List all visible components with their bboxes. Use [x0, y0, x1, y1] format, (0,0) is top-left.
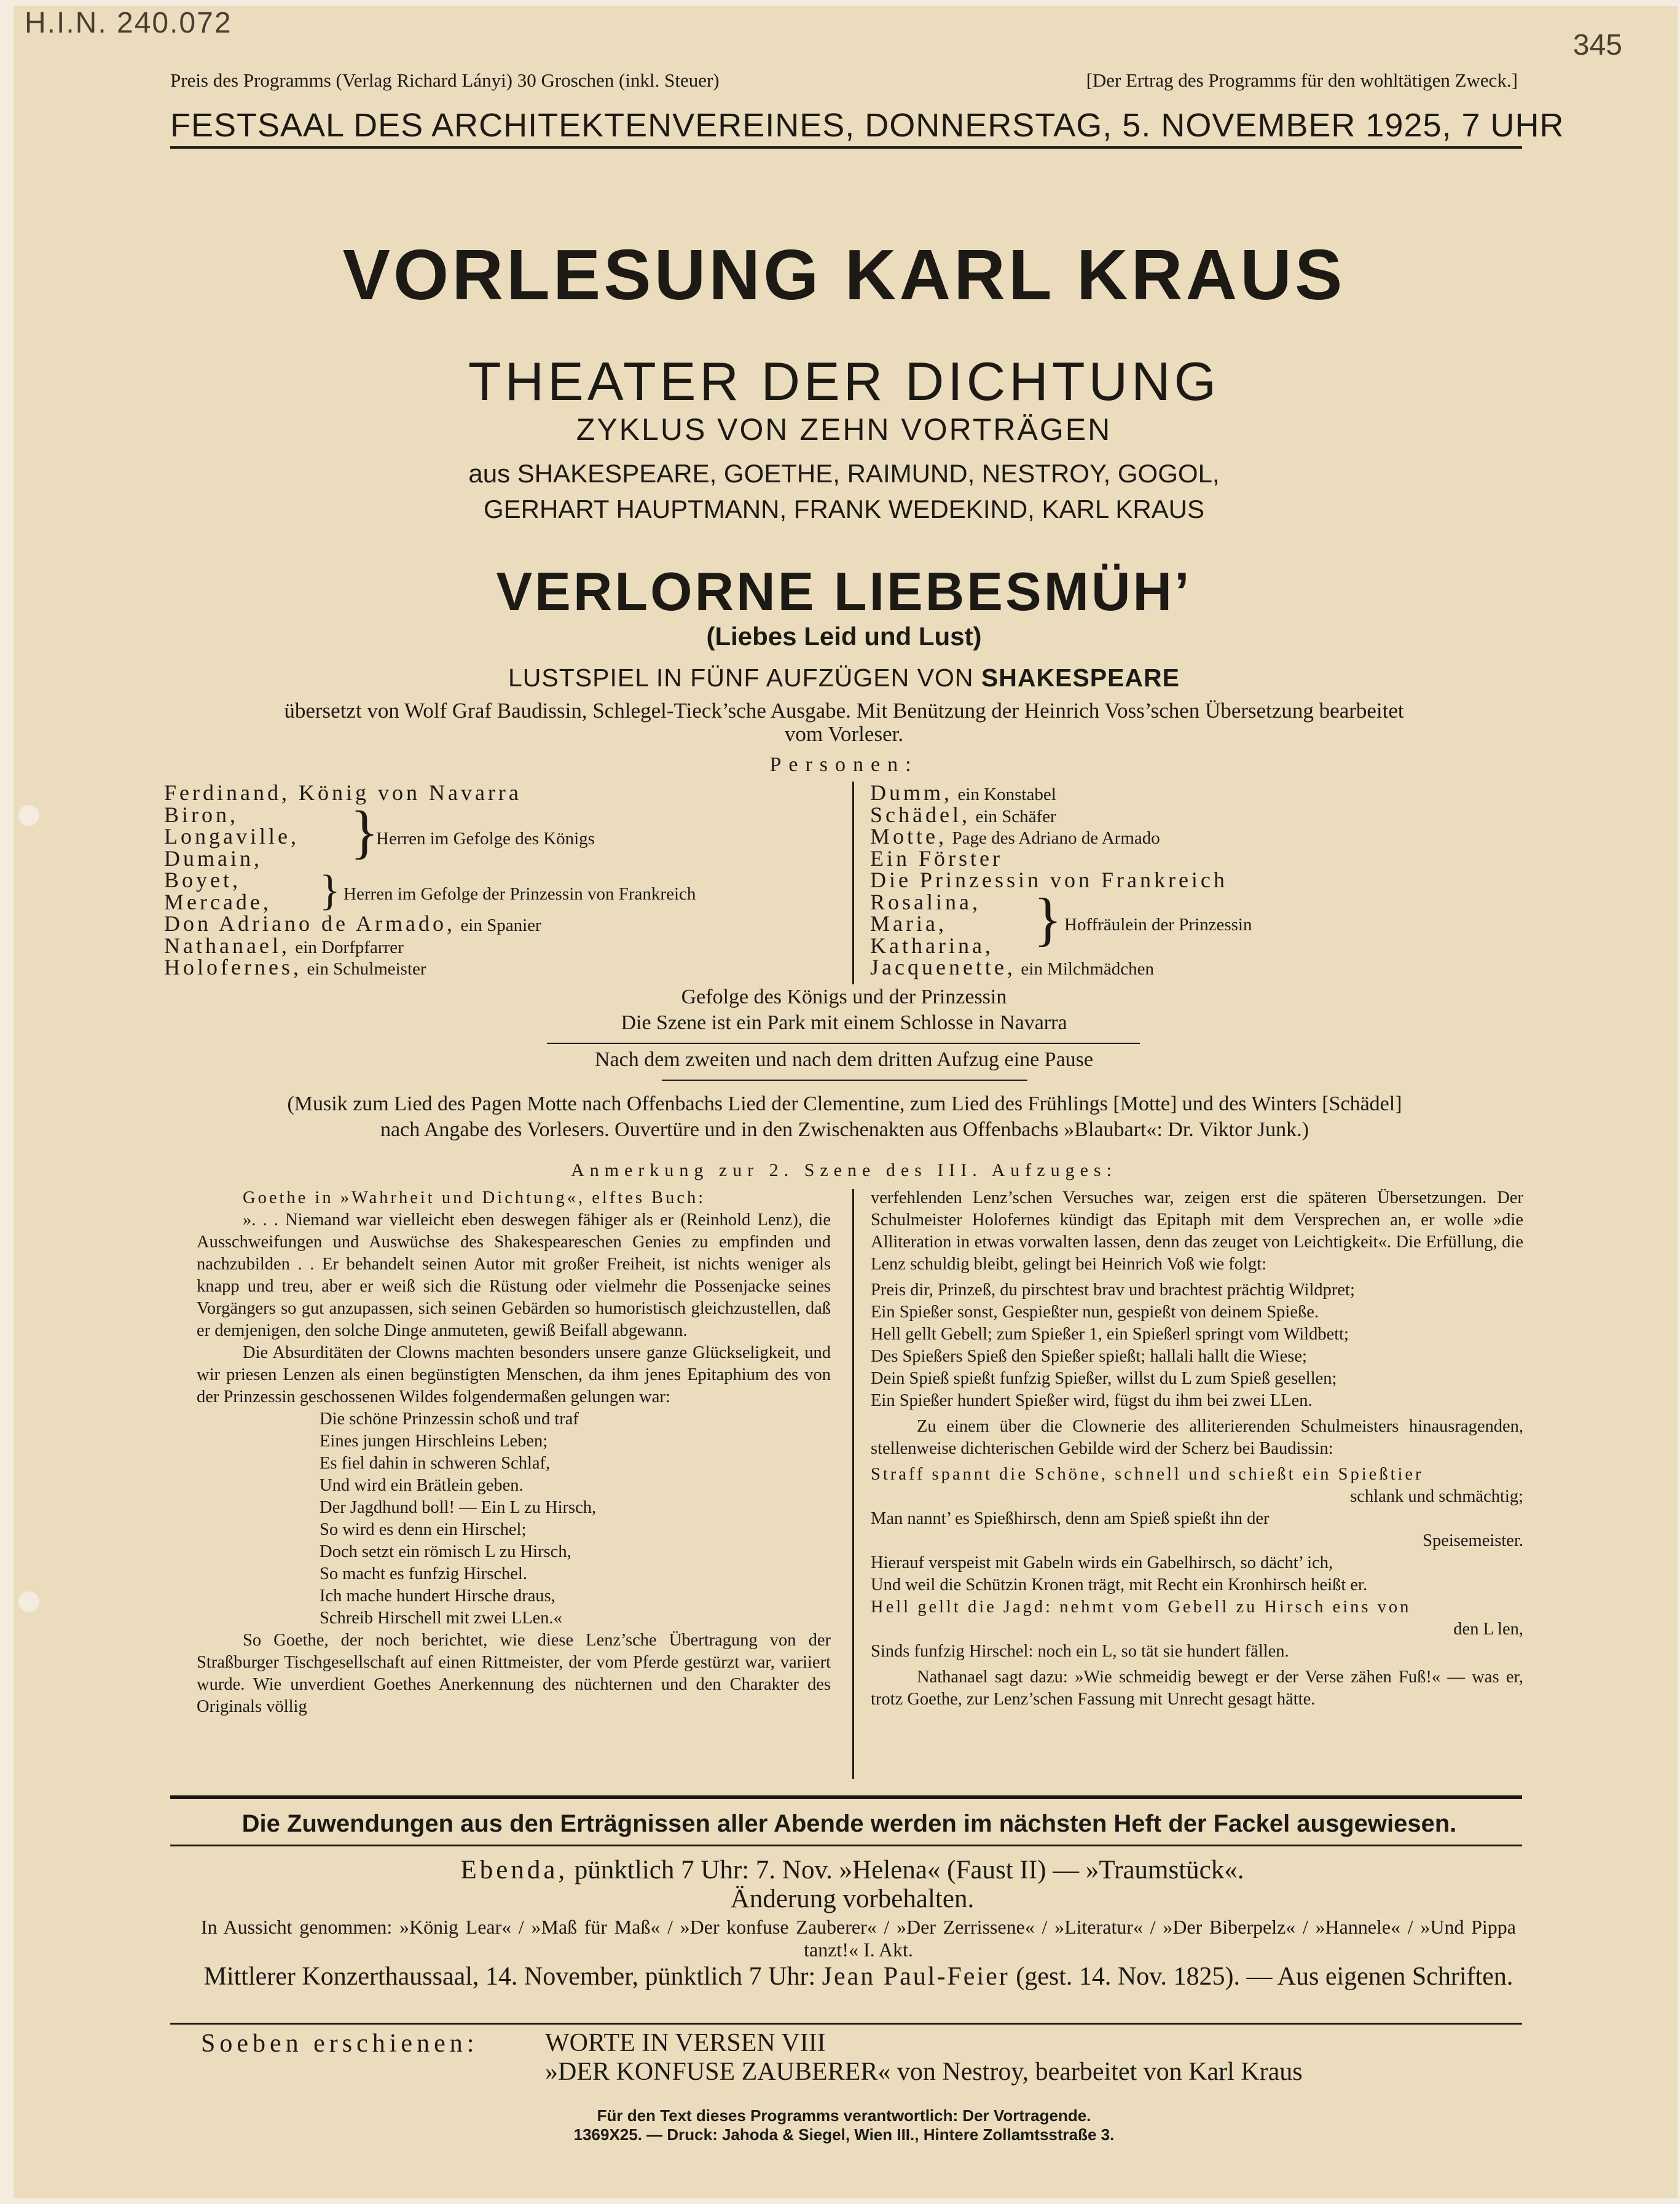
music-line: nach Angabe des Vorlesers. Ouvertüre und in den Zwischenakten aus Offenbachs »Blaubart«: Dr. Viktor Junk.)	[380, 1118, 1309, 1141]
verse-line: Hell gellt Gebell; zum Spießer 1, ein Spießerl springt vom Wildbett;	[871, 1325, 1349, 1344]
releases-rule	[170, 2023, 1522, 2025]
concert-block	[201, 1963, 1516, 1991]
printer-line: 1369X25. — Druck: Jahoda & Siegel, Wien III., Hintere Zollamtsstraße 3.	[573, 2125, 1115, 2144]
scene-line: Die Szene ist ein Park mit einem Schlosse in Navarra	[621, 1011, 1067, 1034]
ebenda-label: Ebenda,	[460, 1856, 568, 1884]
header-topline	[170, 69, 1518, 92]
verse-line: Hell gellt die Jagd: nehmt vom Gebell zu Hirsch eins von	[871, 1598, 1411, 1617]
authors-line: aus SHAKESPEARE, GOETHE, RAIMUND, NESTROY, GOGOL,	[468, 459, 1220, 488]
cast-row: Boyet,	[164, 868, 241, 892]
verse-line: Die schöne Prinzessin schoß und traf	[320, 1410, 579, 1429]
new-releases-label: Soeben erschienen:	[201, 2029, 479, 2058]
voss-verse	[871, 1279, 1523, 1412]
verse-line: So wird es denn ein Hirschel;	[320, 1520, 527, 1539]
cast-row: Holofernes, ein Schulmeister	[164, 955, 426, 979]
cast-row: Jacquenette, ein Milchmädchen	[870, 955, 1155, 979]
verse-line: Schreib Hirschell mit zwei LLen.«	[320, 1609, 562, 1628]
concert-venue: Mittlerer Konzerthaussaal, 14. November, pünktlich 7 Uhr:	[203, 1963, 816, 1991]
verse-line: Ich mache hundert Hirsche draus,	[320, 1586, 555, 1606]
cast-row: Dumm, ein Konstabel	[870, 780, 1056, 805]
new-release: WORTE IN VERSEN VIII	[545, 2029, 826, 2057]
verse-line: Eines jungen Hirschleins Leben;	[320, 1432, 548, 1451]
verse-line: Straff spannt die Schöne, schnell und schießt ein Spießtier	[871, 1465, 1424, 1484]
verse-line: So macht es funfzig Hirschel.	[320, 1564, 527, 1583]
annotation-paragraph: Zu einem über die Clownerie des alliterierenden Schulmeisters hinausragenden, stellenweise dichterischen Gebilde wird der Scherz bei Baudissin:	[871, 1417, 1523, 1458]
verse-line: Und weil die Schützin Kronen trägt, mit Recht ein Kronhirsch heißt er.	[871, 1575, 1368, 1594]
cast-left	[164, 782, 840, 979]
fackel-notice: Die Zuwendungen aus den Erträgnissen aller Abende werden im nächsten Heft der Fackel ausgewiesen.	[241, 1810, 1457, 1837]
concert-detail: (gest. 14. Nov. 1825). — Aus eigenen Schriften.	[1016, 1963, 1513, 1991]
annotation-paragraph: verfehlenden Lenz’schen Versuches war, zeigen erst die späteren Übersetzungen. Der Schulmeister Holofernes kündigt das Epitaph mit dem Versprechen an, er wolle »die Alliteration in etwas vorwalten lassen, denn das zeuget von Leichtigkeit«. Die Erfüllung, die Lenz schuldig bleibt, gelingt bei Heinrich Voß wie folgt:	[871, 1188, 1523, 1274]
ebenda-change: Änderung vorbehalten.	[730, 1884, 975, 1913]
pause-rule	[662, 1080, 1027, 1081]
verse-line: Doch setzt ein römisch L zu Hirsch,	[320, 1542, 571, 1561]
verse-line: Man nannt’ es Spießhirsch, denn am Spieß spießt ihn der	[871, 1509, 1270, 1528]
archive-inventory-number: H.I.N. 240.072	[25, 7, 232, 39]
venue-date: FESTSAAL DES ARCHITEKTENVEREINES, DONNERSTAG, 5. NOVEMBER 1925, 7 UHR	[170, 107, 1564, 144]
annotation-paragraph: Die Absurditäten der Clowns machten besonders unsere ganze Glückseligkeit, und wir priesen Lenzen als einen begünstigten Menschen, da ihm jenes Epitaphium des von der Prinzessin geschossenen Wildes folgendermaßen gelungen war:	[197, 1343, 831, 1406]
cycle-line: ZYKLUS VON ZEHN VORTRÄGEN	[576, 412, 1112, 447]
cast-row: Longaville,	[164, 824, 299, 849]
archive-page-number: 345	[1572, 29, 1622, 61]
play-alt-title: (Liebes Leid und Lust)	[706, 622, 982, 651]
program-page	[14, 6, 1678, 2198]
planned-text: »König Lear« / »Maß für Maß« / »Der konfuse Zauberer« / »Der Zerrissene« / »Literatur« / »Der Biberpelz« / »Hannele« / »Und Pippa tanzt!« I. Akt.	[399, 1916, 1517, 1961]
verse-line: Hierauf verspeist mit Gabeln wirds ein Gabelhirsch, so dächt’ ich,	[871, 1553, 1333, 1572]
cast-row: Ein Förster	[870, 845, 1003, 871]
scene-rule	[547, 1043, 1140, 1044]
annotation-left-column	[197, 1187, 831, 1718]
cast-group-label: Herren im Gefolge der Prinzessin von Frankreich	[343, 884, 696, 904]
planned-block	[201, 1916, 1516, 1961]
ebenda-text: pünktlich 7 Uhr: 7. Nov. »Helena« (Faust II) — »Traumstück«.	[574, 1856, 1244, 1884]
cast-row: Don Adriano de Armado, ein Spanier	[164, 911, 541, 936]
annotation-divider	[852, 1189, 854, 1779]
verse-line: Ein Spießer hundert Spießer wird, fügst du ihm bei zwei LLen.	[871, 1391, 1313, 1410]
cast-row: Dumain,	[164, 845, 262, 871]
translation-note	[170, 699, 1518, 746]
new-release: »DER KONFUSE ZAUBERER« von Nestroy, bearbeitet von Karl Kraus	[545, 2058, 1303, 2086]
cast-divider	[852, 782, 854, 984]
cast-row: Biron,	[164, 802, 239, 827]
cast-row: Rosalina,	[870, 889, 981, 914]
brace-icon: }	[1034, 886, 1062, 952]
translation-line: vom Vorleser.	[784, 722, 904, 746]
subtitle: THEATER DER DICHTUNG	[468, 351, 1220, 412]
cast-row: Die Prinzessin von Frankreich	[870, 868, 1228, 892]
ebenda-block	[201, 1856, 1504, 1913]
play-genre	[170, 664, 1518, 692]
cast-row: Ferdinand, König von Navarra	[164, 780, 522, 805]
cast-right	[870, 782, 1521, 979]
annotation-heading: Anmerkung zur 2. Szene des III. Aufzuges:	[571, 1160, 1117, 1180]
responsible-line: Für den Text dieses Programms verantwortlich: Der Vortragende.	[597, 2106, 1091, 2125]
punch-hole	[18, 1591, 39, 1612]
cast-group-label: Hoffräulein der Prinzessin	[1064, 915, 1252, 935]
play-title: VERLORNE LIEBESMÜH’	[496, 561, 1192, 622]
genre-text: LUSTSPIEL IN FÜNF AUFZÜGEN VON	[508, 664, 974, 692]
music-line: (Musik zum Lied des Pagen Motte nach Offenbachs Lied der Clementine, zum Lied des Frühlings [Motte] und des Winters [Schädel]	[287, 1092, 1402, 1115]
cast-group-label: Herren im Gefolge des Königs	[376, 829, 595, 849]
notice-rule-bottom	[170, 1845, 1522, 1846]
annotation-intro: Goethe in »Wahrheit und Dichtung«, elftes Buch:	[243, 1188, 706, 1207]
cast-row: Motte, Page des Adriano de Armado	[870, 824, 1160, 849]
punch-hole	[18, 805, 39, 826]
cast-row: Schädel, ein Schäfer	[870, 802, 1056, 827]
brace-icon: }	[350, 799, 379, 865]
verse-line: Des Spießers Spieß den Spießer spießt; hallali hallt die Wiese;	[871, 1347, 1307, 1366]
concert-name: Jean Paul-Feier	[822, 1963, 1010, 1991]
cast-row: Mercade,	[164, 889, 272, 914]
verse-line: Dein Spieß spießt funfzig Spießer, willst du L zum Spieß gesellen;	[871, 1369, 1337, 1388]
imprint	[170, 2106, 1518, 2144]
cast-row: Maria,	[870, 911, 947, 936]
cast-row: Katharina,	[870, 933, 994, 958]
planned-label: In Aussicht genommen:	[201, 1916, 393, 1938]
annotation-right-column	[871, 1187, 1523, 1711]
program-price: Preis des Programms (Verlag Richard Lányi) 30 Groschen (inkl. Steuer)	[170, 69, 720, 91]
verse-line: Der Jagdhund boll! — Ein L zu Hirsch,	[320, 1498, 597, 1517]
translation-line: übersetzt von Wolf Graf Baudissin, Schlegel-Tieck’sche Ausgabe. Mit Benützung der Heinrich Voss’schen Übersetzung bearbeitet	[284, 699, 1404, 723]
retinue-line: Gefolge des Königs und der Prinzessin	[681, 986, 1007, 1008]
cast-row: Nathanael, ein Dorfpfarrer	[164, 933, 404, 958]
annotation-paragraph: ». . . Niemand war vielleicht eben deswegen fähiger als er (Reinhold Lenz), die Ausschweifungen und Auswüchse des Shakespeareschen Genies zu empfinden und nachzubilden . . Er behandelt seinen Autor mit großer Freiheit, ist nichts weniger als knapp und treu, aber er weiß sich die Rüstung oder vielmehr die Possenjacke seines Vorgängers so gut anzupassen, sich seinen Gebärden so humoristisch gleichzustellen, daß er demjenigen, den solche Dinge anmuteten, gewiß Beifall abgewann.	[197, 1210, 831, 1340]
new-releases-list	[545, 2029, 1303, 2087]
cast-heading: Personen:	[769, 753, 919, 776]
verse-line: den L len,	[1453, 1620, 1523, 1639]
notice-rule-top	[170, 1795, 1522, 1799]
verse-line: Sinds funfzig Hirschel: noch ein L, so tät sie hundert fällen.	[871, 1642, 1289, 1661]
main-title: VORLESUNG KARL KRAUS	[342, 235, 1346, 315]
verse-line: Preis dir, Prinzeß, du pirschtest brav und brachtest prächtig Wildpret;	[871, 1280, 1355, 1300]
annotation-paragraph: Nathanael sagt dazu: »Wie schmeidig bewegt er der Verse zähen Fuß!« — was er, trotz Goethe, zur Lenz’schen Fassung mit Unrecht gesagt hätte.	[871, 1668, 1523, 1709]
brace-icon: }	[320, 867, 340, 914]
annotation-paragraph: So Goethe, der noch berichtet, wie diese Lenz’sche Übertragung von der Straßburger Tischgesellschaft auf einen Rittmeister, der vom Pferde gestürzt war, variiert wurde. Wie unverdient Goethes Anerkennung des nüchternen und den Charakter des Originals völlig	[197, 1631, 831, 1716]
verse-line: Und wird ein Brätlein geben.	[320, 1476, 524, 1495]
authors-list	[170, 456, 1518, 527]
play-author: SHAKESPEARE	[981, 664, 1180, 692]
music-note	[179, 1091, 1510, 1143]
baudissin-verse	[871, 1464, 1523, 1663]
verse-line: Speisemeister.	[1423, 1531, 1523, 1550]
pause-line: Nach dem zweiten und nach dem dritten Aufzug eine Pause	[594, 1048, 1093, 1071]
authors-line: GERHART HAUPTMANN, FRANK WEDEKIND, KARL KRAUS	[483, 495, 1205, 524]
lenz-verse	[197, 1408, 831, 1629]
header-rule	[170, 146, 1522, 149]
verse-line: Es fiel dahin in schweren Schlaf,	[320, 1454, 551, 1473]
verse-line: schlank und schmächtig;	[1350, 1487, 1523, 1506]
ebenda-line	[201, 1856, 1504, 1884]
proceeds-note: [Der Ertrag des Programms für den wohltätigen Zweck.]	[1086, 69, 1518, 91]
verse-line: Ein Spießer sonst, Gespießter nun, gespießt von deinem Spieße.	[871, 1303, 1319, 1322]
